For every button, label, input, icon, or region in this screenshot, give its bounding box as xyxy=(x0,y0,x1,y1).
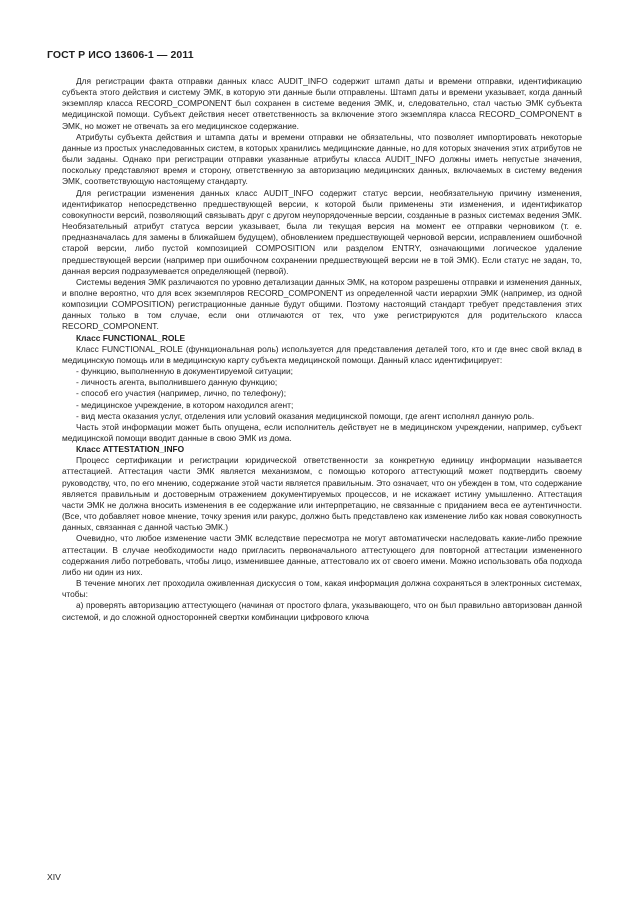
list-item: - медицинское учреждение, в котором находился агент; xyxy=(76,399,294,410)
list-item: - функцию, выполненную в документируемой ситуации; xyxy=(76,366,293,377)
paragraph-attestation: Процесс сертификации и регистрации юридической ответственности за конкретную единицу информации называется аттестацией. Аттестация части ЭМК является механизмом, с помощью которого аттестующий может подтвердить своему руководству, что, по его мнению, содержание этой части является правильным. Это означает, что он убежден в том, что содержание является правильным и достоверным отражением документируемых процессов, и не искажает истину умышленно. Аттестация части ЭМК не должна вносить изменения в ее содержание или интерпретацию, не связанные с приданием веса ее аутентичности. (Все, что добавляет новое мнение, точку зрения или ракурс, должно быть представлено как изменение либо как новая совокупность данных, связанная с данной частью ЭМК.) xyxy=(62,455,582,533)
list-item: - способ его участия (например, лично, по телефону); xyxy=(76,388,287,399)
section-heading-attestation-info: Класс ATTESTATION_INFO xyxy=(76,444,185,455)
paragraph-discussion: В течение многих лет проходила оживленная дискуссия о том, какая информация должна сохраняться в электронных системах, чтобы: xyxy=(62,578,582,600)
paragraph-functional-role: Класс FUNCTIONAL_ROLE (функциональная роль) используется для представления деталей того, кто и где внес свой вклад в медицинскую помощь или в медицинскую карту субъекта медицинской помощи. Данный класс идентифицирует: xyxy=(62,343,582,365)
document-header: ГОСТ Р ИСО 13606-1 — 2011 xyxy=(47,49,194,61)
list-item: - личность агента, выполнившего данную функцию; xyxy=(76,377,278,388)
section-heading-functional-role: Класс FUNCTIONAL_ROLE xyxy=(76,332,186,343)
page-number: XIV xyxy=(47,872,61,882)
paragraph-audit-attributes: Атрибуты субъекта действия и штампа даты и времени отправки не обязательны, что позволяет импортировать некоторые данные из простых унаследованных систем, в которых хранились медицинские данные, но для которых значения этих атрибутов не были заданы. Однако при регистрации отправки указанные атрибуты класса AUDIT_INFO должны иметь непустые значения, поскольку представляют время и сторону, ответственную за авторизацию медицинских данных, включаемых в систему ведения ЭМК, соответствующую настоящему стандарту. xyxy=(62,131,582,187)
paragraph-attestation-revision: Очевидно, что любое изменение части ЭМК вследствие пересмотра не могут автоматически наследовать какие-либо прежние аттестации. В случае необходимости надо пригласить первоначального аттестующего для повторной аттестации измененного содержания либо потребовать, чтобы лицо, изменившее данные, аттестовало их от своего имени. Можно использовать оба подхода либо ни один из них. xyxy=(62,533,582,577)
paragraph-role-optional: Часть этой информации может быть опущена, если исполнитель действует не в медицинском учреждении, например, субъект медицинской помощи вводит данные в свою ЭМК из дома. xyxy=(62,421,582,443)
paragraph-audit-change: Для регистрации изменения данных класс AUDIT_INFO содержит статус версии, необязательную причину изменения, идентификатор непосредственно предшествующей версии, к которой были применены эти изменения, и идентификатор совокупности версий, позволяющий связывать друг с другом неупорядоченные версии, созданные в разных системах ведения ЭМК. Необязательный атрибут статуса версии указывает, была ли текущая версия на момент ее отправки черновиком (т. е. предназначалась для замены в ближайшем будущем), обновлением предшествующей черновой версии, исправлением ошибочной старой версии, либо пустой композицией COMPOSITION или разделом ENTRY, означающими логическое удаление предшествующей версии (например при ошибочном сохранении предшествующей версии не в той ЭМК). Если статус не задан, то, данная версия подразумевается определяющей (первой). xyxy=(62,187,582,276)
paragraph-audit-send: Для регистрации факта отправки данных класс AUDIT_INFO содержит штамп даты и времени отправки, идентификацию субъекта этого действия и систему ЭМК, в которую эти данные были отправлены. Штамп даты и времени указывает, когда данный экземпляр класса RECORD_COMPONENT был сохранен в системе ведения ЭМК, и, следовательно, стал частью ЭМК субъекта медицинской помощи. Субъект действия несет ответственность за включение этого экземпляра класса RECORD_COMPONENT в ЭМК, но может не отвечать за его медицинское содержание. xyxy=(62,76,582,131)
document-body xyxy=(62,76,582,623)
paragraph-ehr-granularity: Системы ведения ЭМК различаются по уровню детализации данных ЭМК, на котором разрешены отправки и изменения данных, и вполне вероятно, что для всех экземпляров RECORD_COMPONENT из определенной части иерархии ЭМК (например, из одной композиции COMPOSITION) регистрационные данные будут общими. Поэтому настоящий стандарт требует представления этих данных только в том случае, если они отличаются от тех, что уже регистрируются для родительского класса RECORD_COMPONENT. xyxy=(62,276,582,332)
list-item: - вид места оказания услуг, отделения или условий оказания медицинской помощи, где агент исполнял данную роль. xyxy=(76,410,535,421)
paragraph-item-a: а) проверять авторизацию аттестующего (начиная от простого флага, указывающего, что он был правильно авторизован данной системой, и до сложной односторонней свертки комбинации цифрового ключа xyxy=(62,600,582,622)
